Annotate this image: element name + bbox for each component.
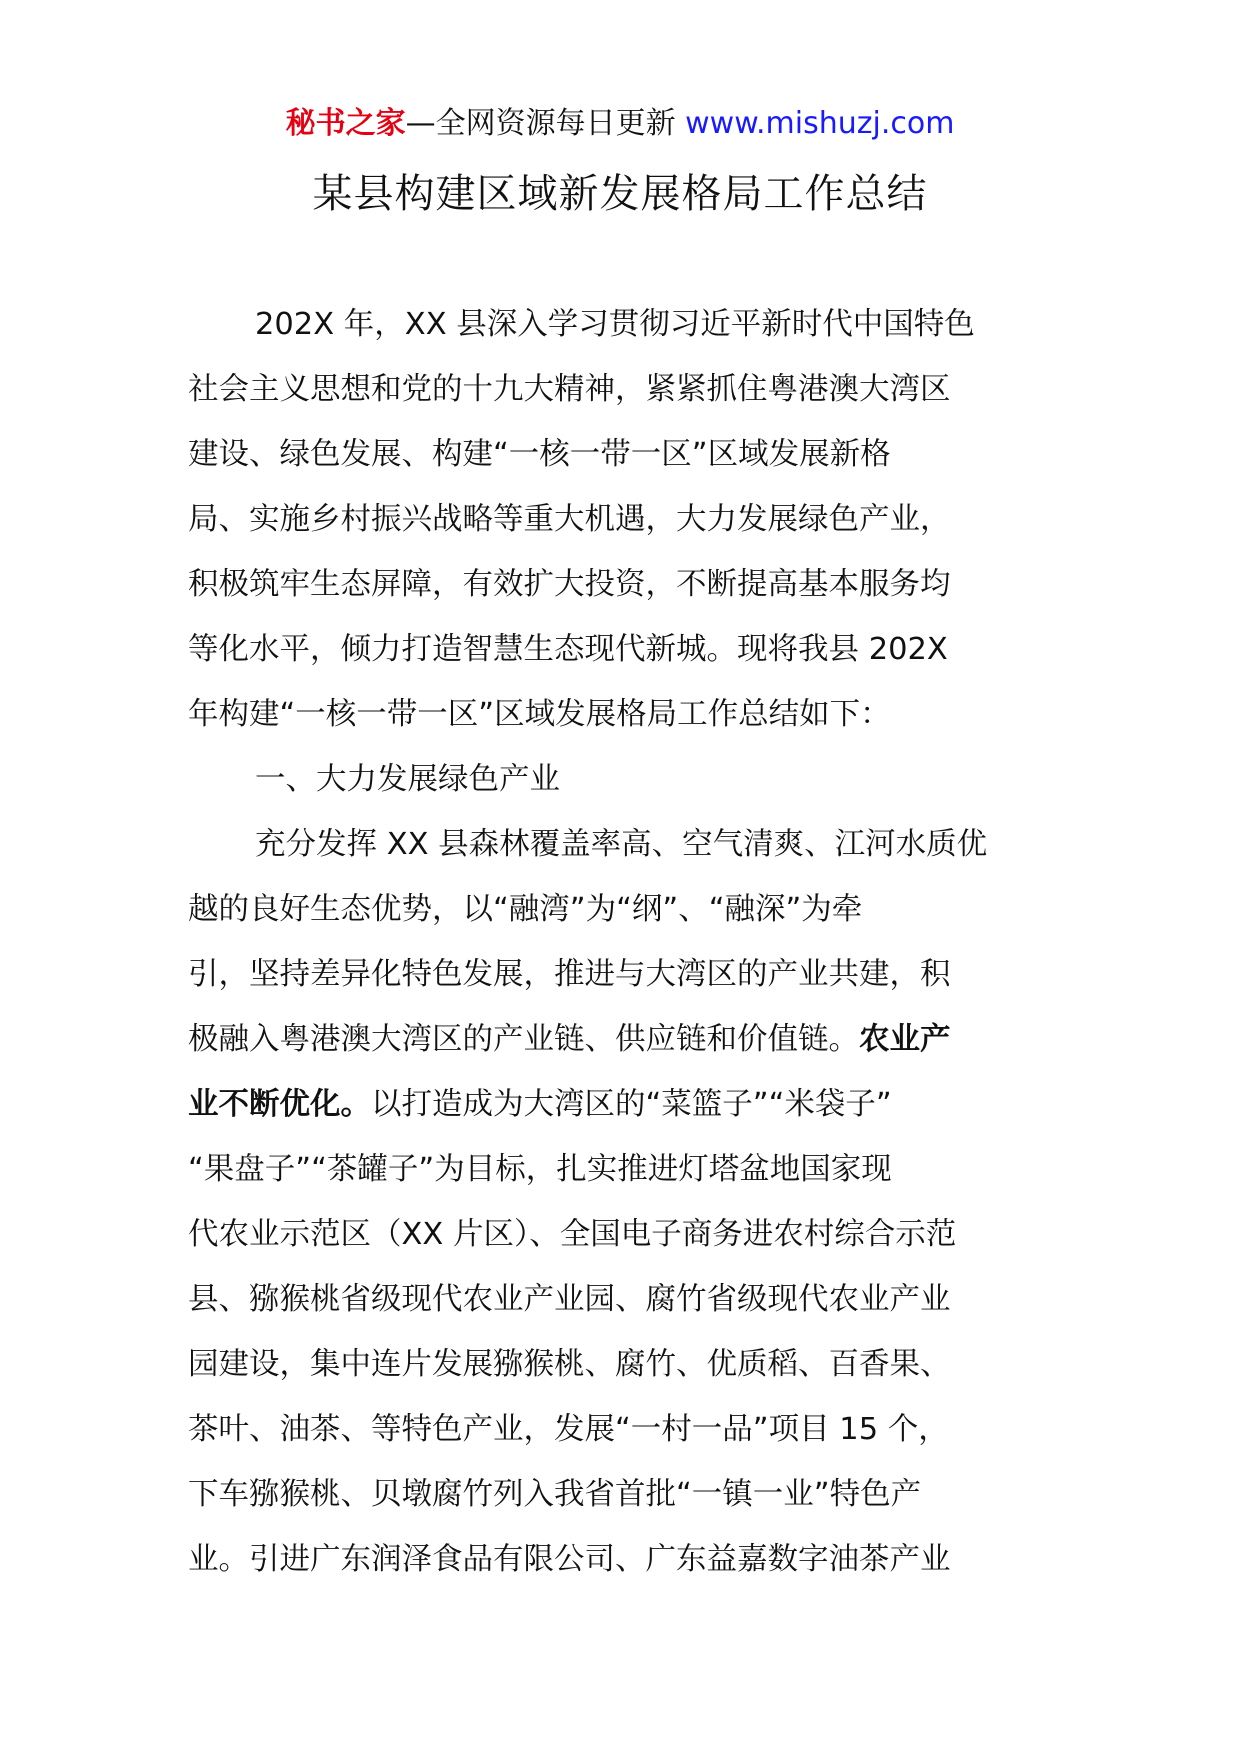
paragraph-line: 引，坚持差异化特色发展，推进与大湾区的产业共建，积 [188, 957, 951, 992]
paragraph-line [188, 1072, 1068, 1137]
paragraph-line: 202X 年，XX 县深入学习贯彻习近平新时代中国特色 [255, 307, 975, 342]
document-body [188, 292, 1068, 1592]
paragraph-line: 充分发挥 XX 县森林覆盖率高、空气清爽、江河水质优 [255, 827, 988, 862]
paragraph-line: 等化水平，倾力打造智慧生态现代新城。现将我县 202X [188, 632, 948, 667]
line-text: 以打造成为大湾区的“菜篮子”“米袋子” [371, 1087, 892, 1122]
site-header [0, 104, 1240, 144]
header-tagline: —全网资源每日更新 [405, 106, 676, 141]
paragraph-line: 建设、绿色发展、构建“一核一带一区”区域发展新格 [188, 437, 891, 472]
bold-subheading: 业不断优化。 [188, 1087, 371, 1122]
brand-name: 秘书之家 [285, 106, 406, 141]
paragraph-line: 越的良好生态优势，以“融湾”为“纲”、“融深”为牵 [188, 892, 863, 927]
paragraph-line: 局、实施乡村振兴战略等重大机遇，大力发展绿色产业， [188, 502, 951, 537]
paragraph-line: “果盘子”“茶罐子”为目标，扎实推进灯塔盆地国家现 [188, 1152, 892, 1187]
paragraph-line: 年构建“一核一带一区”区域发展格局工作总结如下： [188, 697, 891, 732]
site-url-link[interactable]: www.mishuzj.com [685, 106, 955, 141]
paragraph-line: 县、猕猴桃省级现代农业产业园、腐竹省级现代农业产业 [188, 1282, 951, 1317]
paragraph-line: 园建设，集中连片发展猕猴桃、腐竹、优质稻、百香果、 [188, 1347, 951, 1382]
paragraph-line: 社会主义思想和党的十九大精神，紧紧抓住粤港澳大湾区 [188, 372, 951, 407]
line-text: 极融入粤港澳大湾区的产业链、供应链和价值链。 [188, 1022, 859, 1057]
paragraph-line: 下车猕猴桃、贝墩腐竹列入我省首批“一镇一业”特色产 [188, 1477, 922, 1512]
paragraph-line: 代农业示范区（XX 片区）、全国电子商务进农村综合示范 [188, 1217, 957, 1252]
paragraph-line: 业。引进广东润泽食品有限公司、广东益嘉数字油茶产业 [188, 1542, 951, 1577]
section-heading: 一、大力发展绿色产业 [255, 762, 560, 797]
document-title: 某县构建区域新发展格局工作总结 [312, 171, 928, 217]
paragraph-line: 积极筑牢生态屏障，有效扩大投资，不断提高基本服务均 [188, 567, 951, 602]
bold-subheading: 农业产 [859, 1022, 951, 1057]
paragraph-line: 茶叶、油茶、等特色产业，发展“一村一品”项目 15 个， [188, 1412, 949, 1447]
paragraph-line [188, 1007, 1068, 1072]
